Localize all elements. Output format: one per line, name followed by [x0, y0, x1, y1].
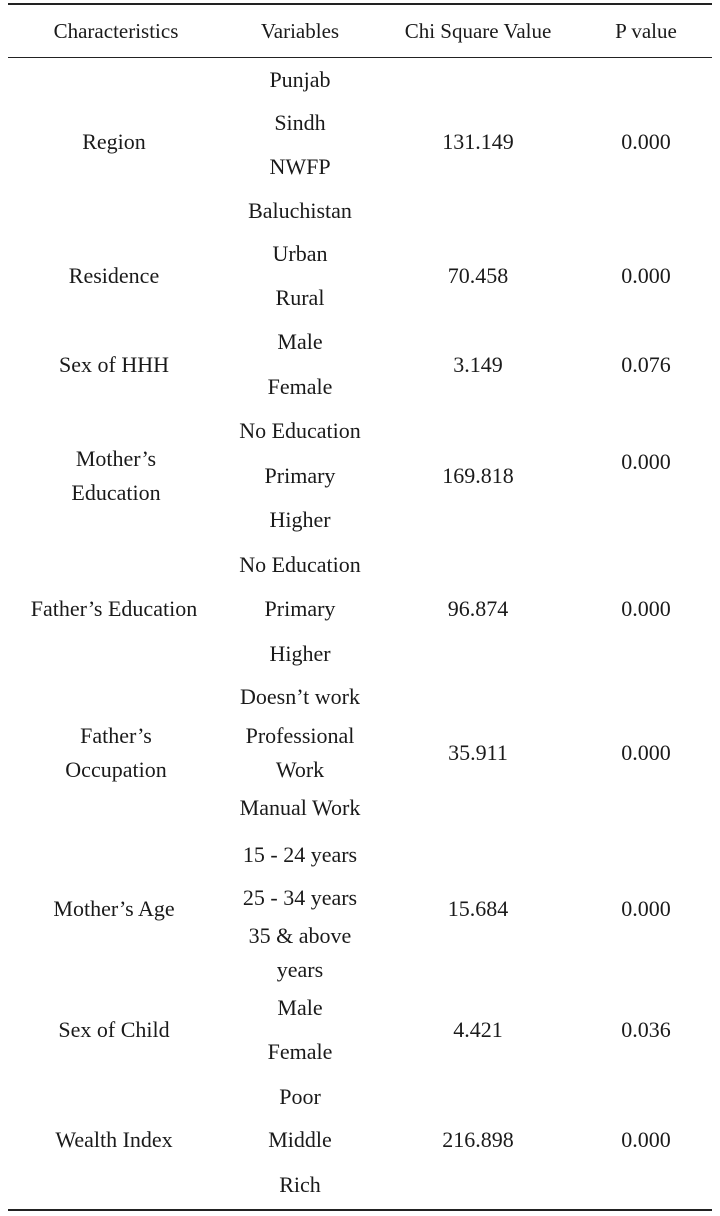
characteristic-wealth-index: Wealth Index: [55, 1127, 173, 1152]
characteristic-fathers-education: Father’s Education: [30, 596, 198, 621]
p-value-sex-of-hhh: 0.076: [621, 352, 671, 377]
variable-nwfp: NWFP: [269, 154, 331, 179]
variable-no-education: No Education: [239, 552, 361, 577]
variable-no-education: No Education: [239, 418, 361, 443]
chi-square-sex-of-hhh: 3.149: [453, 352, 503, 377]
variable-rural: Rural: [275, 285, 325, 310]
variable-primary: Primary: [264, 596, 336, 621]
variable-poor: Poor: [279, 1084, 321, 1109]
variable-higher: Higher: [269, 507, 331, 532]
variable-professional-work: Professional Work: [245, 723, 355, 782]
variable-baluchistan: Baluchistan: [248, 198, 352, 223]
chi-square-residence: 70.458: [447, 263, 509, 288]
variable-primary: Primary: [264, 463, 336, 488]
variable-manual-work: Manual Work: [239, 795, 361, 820]
characteristic-mothers-age: Mother’s Age: [53, 896, 175, 921]
header-chi-square: Chi Square Value: [404, 19, 552, 43]
table-bottom-rule: [8, 1209, 712, 1211]
p-value-mothers-age: 0.000: [621, 896, 671, 921]
table-header-rule: [8, 57, 712, 58]
variable-sindh: Sindh: [274, 110, 326, 135]
chi-square-mothers-education: 169.818: [442, 463, 514, 488]
chi-square-fathers-occupation: 35.911: [448, 740, 508, 765]
variable-doesnt-work: Doesn’t work: [240, 684, 360, 709]
variable-punjab: Punjab: [269, 67, 331, 92]
characteristic-residence: Residence: [68, 263, 160, 288]
variable-rich: Rich: [279, 1172, 321, 1197]
variable-male: Male: [277, 329, 323, 354]
characteristic-sex-of-child: Sex of Child: [58, 1017, 170, 1042]
characteristic-sex-of-hhh: Sex of HHH: [59, 352, 169, 377]
variable-age-15-24: 15 - 24 years: [242, 842, 358, 867]
header-characteristics: Characteristics: [53, 19, 179, 43]
p-value-mothers-education: 0.000: [621, 449, 671, 474]
chi-square-region: 131.149: [442, 129, 514, 154]
table-top-rule: [8, 3, 712, 5]
header-p-value: P value: [615, 19, 677, 43]
chi-square-sex-of-child: 4.421: [453, 1017, 503, 1042]
p-value-sex-of-child: 0.036: [621, 1017, 671, 1042]
chi-square-mothers-age: 15.684: [447, 896, 509, 921]
variable-middle: Middle: [268, 1127, 332, 1152]
variable-male: Male: [277, 995, 323, 1020]
variable-female: Female: [267, 374, 333, 399]
variable-higher: Higher: [269, 641, 331, 666]
characteristic-region: Region: [82, 129, 146, 154]
chi-square-fathers-education: 96.874: [447, 596, 509, 621]
p-value-fathers-occupation: 0.000: [621, 740, 671, 765]
p-value-residence: 0.000: [621, 263, 671, 288]
p-value-wealth-index: 0.000: [621, 1127, 671, 1152]
variable-age-35-above: 35 & above years: [248, 923, 352, 982]
characteristic-fathers-occupation: Father’s Occupation: [65, 723, 167, 782]
chi-square-wealth-index: 216.898: [442, 1127, 514, 1152]
p-value-fathers-education: 0.000: [621, 596, 671, 621]
characteristic-mothers-education: Mother’s Education: [71, 446, 161, 505]
variable-age-25-34: 25 - 34 years: [242, 885, 358, 910]
p-value-region: 0.000: [621, 129, 671, 154]
variable-female: Female: [267, 1039, 333, 1064]
variable-urban: Urban: [272, 241, 328, 266]
header-variables: Variables: [260, 19, 340, 43]
